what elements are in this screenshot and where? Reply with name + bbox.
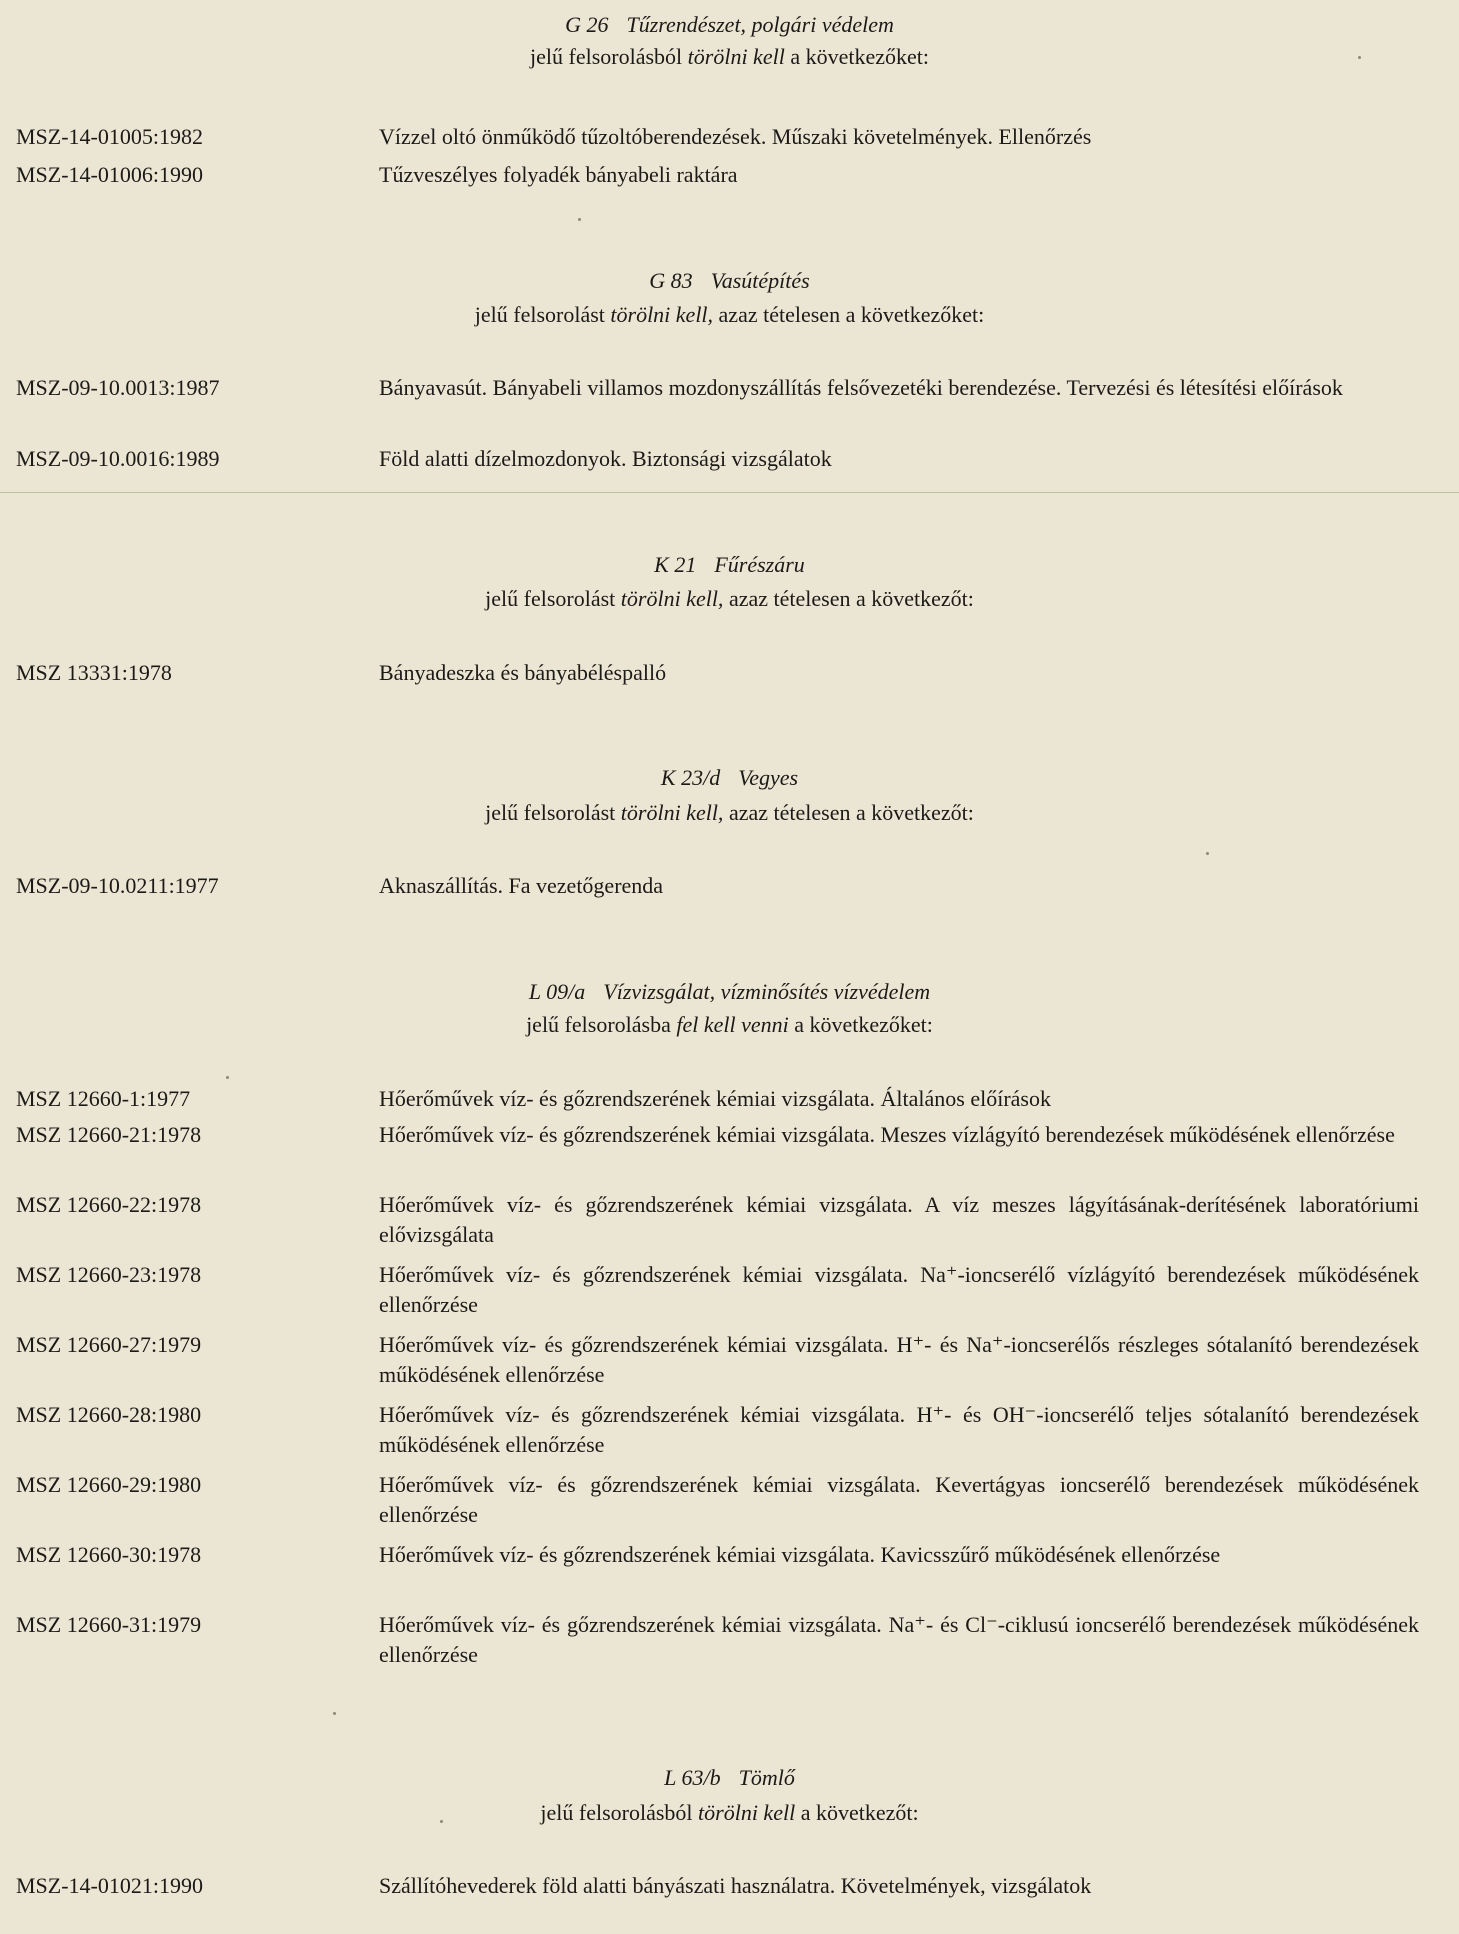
standard-code: MSZ-09-10.0016:1989 [16, 446, 220, 471]
standard-code: MSZ 12660-28:1980 [16, 1402, 202, 1427]
instruction-text: jelű felsorolásba [526, 1012, 677, 1037]
standard-code: MSZ 12660-27:1979 [16, 1332, 202, 1357]
standard-code: MSZ-14-01006:1990 [16, 162, 203, 187]
standard-code: MSZ-14-01005:1982 [16, 124, 203, 149]
instruction-text: azaz tételesen a következőt: [723, 586, 974, 611]
section-title: Tömlő [738, 1765, 795, 1790]
section-heading [0, 1765, 1459, 1791]
section-heading [0, 765, 1459, 791]
standard-code: MSZ 13331:1978 [16, 660, 172, 685]
standard-description: Hőerőművek víz- és gőzrendszerének kémiai vizsgálata. Kavicsszűrő működésének ellenőrzése [379, 1542, 1221, 1567]
standard-description: Hőerőművek víz- és gőzrendszerének kémiai vizsgálata. H⁺- és OH⁻-ioncserélő teljes sótalanító berendezések működésének ellenőrzése [379, 1402, 1419, 1457]
instruction-text: a következőket: [784, 44, 929, 69]
scan-speck [578, 218, 581, 221]
standard-code: MSZ-09-10.0211:1977 [16, 873, 219, 898]
section-title: Tűzrendészet, polgári védelem [626, 12, 894, 37]
standard-code: MSZ 12660-22:1978 [16, 1192, 202, 1217]
section-heading [0, 268, 1459, 294]
instruction-text: jelű felsorolást [485, 800, 621, 825]
scan-speck [333, 1712, 336, 1715]
section-instruction [0, 586, 1459, 612]
standard-code: MSZ 12660-21:1978 [16, 1122, 202, 1147]
instruction-text: jelű felsorolást [474, 302, 611, 327]
standard-code: MSZ 12660-1:1977 [16, 1086, 191, 1111]
section-code: L 63/b [664, 1765, 721, 1790]
standard-description: Hőerőművek víz- és gőzrendszerének kémiai vizsgálata. Általános előírások [379, 1086, 1051, 1111]
section-title: Fűrészáru [714, 552, 805, 577]
section-instruction [0, 800, 1459, 826]
section-title: Vízvizsgálat, vízminősítés vízvédelem [603, 979, 931, 1004]
standard-description: Hőerőművek víz- és gőzrendszerének kémiai vizsgálata. Meszes vízlágyító berendezések működésének ellenőrzése [379, 1122, 1395, 1147]
section-instruction [0, 302, 1459, 328]
instruction-emphasis: törölni kell, [610, 302, 714, 327]
standard-code: MSZ 12660-30:1978 [16, 1542, 202, 1567]
section-code: G 83 [649, 268, 693, 293]
section-title: Vasútépítés [710, 268, 810, 293]
standard-code: MSZ 12660-29:1980 [16, 1472, 202, 1497]
standard-code: MSZ-14-01021:1990 [16, 1873, 203, 1898]
scan-speck [1206, 852, 1209, 855]
standard-description: Hőerőművek víz- és gőzrendszerének kémiai vizsgálata. Kevertágyas ioncserélő berendezések működésének ellenőrzése [379, 1472, 1419, 1527]
instruction-text: azaz tételesen a következőt: [723, 800, 974, 825]
instruction-text: jelű felsorolásból [540, 1800, 699, 1825]
scan-speck [226, 1076, 229, 1079]
section-code: L 09/a [528, 979, 586, 1004]
standard-description: Föld alatti dízelmozdonyok. Biztonsági vizsgálatok [379, 446, 832, 471]
section-heading [0, 552, 1459, 578]
section-instruction [0, 1012, 1459, 1038]
scan-speck [440, 1820, 443, 1823]
standard-description: Tűzveszélyes folyadék bányabeli raktára [379, 162, 738, 187]
instruction-text: a következőket: [788, 1012, 933, 1037]
standard-description: Bányavasút. Bányabeli villamos mozdonyszállítás felsővezetéki berendezése. Tervezési és létesítési előírások [379, 375, 1343, 400]
section-code: K 21 [654, 552, 697, 577]
scan-speck [1358, 56, 1361, 59]
instruction-text: azaz tételesen a következőket: [713, 302, 985, 327]
instruction-emphasis: fel kell venni [676, 1012, 789, 1037]
instruction-emphasis: törölni kell, [620, 800, 724, 825]
standard-code: MSZ 12660-31:1979 [16, 1612, 202, 1637]
section-code: G 26 [565, 12, 609, 37]
instruction-text: jelű felsorolásból [530, 44, 688, 69]
standard-description: Szállítóhevederek föld alatti bányászati használatra. Követelmények, vizsgálatok [379, 1873, 1092, 1898]
standard-description: Hőerőművek víz- és gőzrendszerének kémiai vizsgálata. A víz meszes lágyításának-derítésének laboratóriumi elővizsgálata [379, 1192, 1419, 1247]
instruction-emphasis: törölni kell, [620, 586, 724, 611]
section-code: K 23/d [660, 765, 721, 790]
instruction-text: jelű felsorolást [485, 586, 621, 611]
standard-description: Aknaszállítás. Fa vezetőgerenda [379, 873, 664, 898]
standard-description: Hőerőművek víz- és gőzrendszerének kémiai vizsgálata. Na⁺-ioncserélő vízlágyító berendezések működésének ellenőrzése [379, 1262, 1419, 1317]
standard-description: Vízzel oltó önműködő tűzoltóberendezések. Műszaki követelmények. Ellenőrzés [379, 124, 1092, 149]
standard-description: Hőerőművek víz- és gőzrendszerének kémiai vizsgálata. H⁺- és Na⁺-ioncserélős részleges sótalanító berendezések működésének ellenőrzése [379, 1332, 1419, 1387]
instruction-emphasis: törölni kell [698, 1800, 796, 1825]
instruction-emphasis: törölni kell [687, 44, 785, 69]
instruction-text: a következőt: [795, 1800, 919, 1825]
section-instruction [0, 1800, 1459, 1826]
page-divider [0, 492, 1459, 493]
standard-description: Hőerőművek víz- és gőzrendszerének kémiai vizsgálata. Na⁺- és Cl⁻-ciklusú ioncserélő berendezések működésének ellenőrzése [379, 1612, 1419, 1667]
section-title: Vegyes [738, 765, 799, 790]
standard-code: MSZ-09-10.0013:1987 [16, 375, 220, 400]
standard-description: Bányadeszka és bányabéléspalló [379, 660, 667, 685]
standard-code: MSZ 12660-23:1978 [16, 1262, 202, 1287]
section-heading [0, 979, 1459, 1005]
section-instruction [0, 44, 1459, 70]
section-heading [0, 12, 1459, 38]
